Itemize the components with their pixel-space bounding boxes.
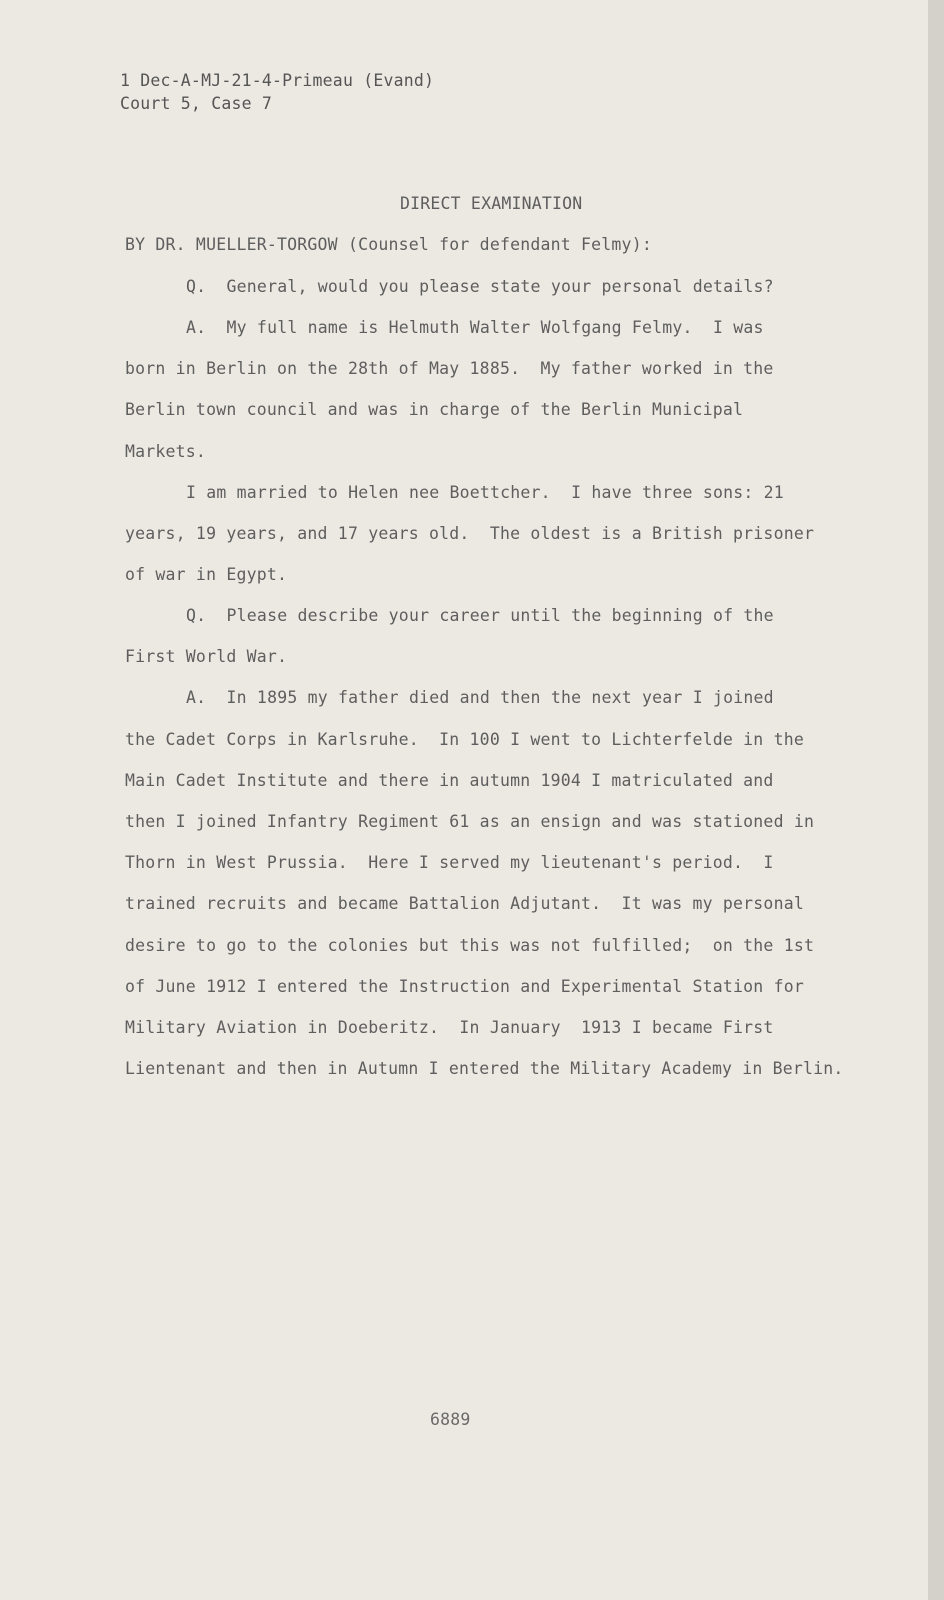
- text-line: Berlin town council and was in charge of the Berlin Municipal: [125, 400, 744, 419]
- text-line: years, 19 years, and 17 years old. The oldest is a British prisoner: [125, 524, 815, 543]
- text-line: Thorn in West Prussia. Here I served my lieutenant's period. I: [125, 853, 774, 872]
- answer-line: A. My full name is Helmuth Walter Wolfgang Felmy. I was: [186, 318, 764, 337]
- paper-edge: [928, 0, 944, 1600]
- text-line: of June 1912 I entered the Instruction and Experimental Station for: [125, 977, 804, 996]
- text-line: trained recruits and became Battalion Adjutant. It was my personal: [125, 894, 804, 913]
- text-line: desire to go to the colonies but this was not fulfilled; on the 1st: [125, 936, 815, 955]
- text-line: Main Cadet Institute and there in autumn 1904 I matriculated and: [125, 771, 774, 790]
- text-line: Lientenant and then in Autumn I entered the Military Academy in Berlin.: [125, 1059, 844, 1078]
- text-line: First World War.: [125, 647, 288, 666]
- question-line: Q. General, would you please state your personal details?: [186, 277, 774, 296]
- question-line: Q. Please describe your career until the beginning of the: [186, 606, 774, 625]
- text-line: Markets.: [125, 442, 207, 461]
- text-line: Military Aviation in Doeberitz. In January 1913 I became First: [125, 1018, 774, 1037]
- text-line: I am married to Helen nee Boettcher. I have three sons: 21: [186, 483, 784, 502]
- answer-line: A. In 1895 my father died and then the next year I joined: [186, 688, 774, 707]
- counsel-line: BY DR. MUELLER-TORGOW (Counsel for defendant Felmy):: [125, 235, 652, 254]
- header-court-case: Court 5, Case 7: [120, 94, 273, 113]
- header-reference: 1 Dec-A-MJ-21-4-Primeau (Evand): [120, 71, 435, 90]
- text-line: of war in Egypt.: [125, 565, 288, 584]
- section-heading: DIRECT EXAMINATION: [400, 194, 583, 213]
- text-line: born in Berlin on the 28th of May 1885. My father worked in the: [125, 359, 774, 378]
- text-line: then I joined Infantry Regiment 61 as an ensign and was stationed in: [125, 812, 815, 831]
- page-number: 6889: [430, 1410, 471, 1429]
- text-line: the Cadet Corps in Karlsruhe. In 100 I went to Lichterfelde in the: [125, 730, 804, 749]
